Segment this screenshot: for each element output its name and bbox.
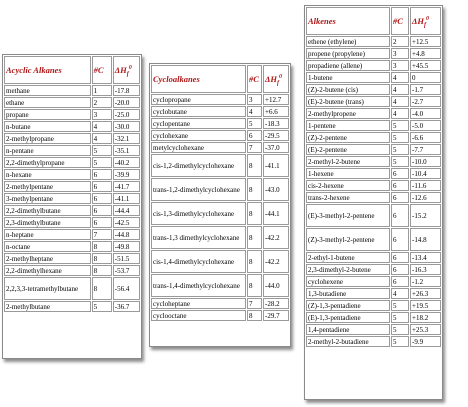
table-row bbox=[151, 106, 289, 117]
enthalpy-value-cell: -25.0 bbox=[113, 109, 140, 120]
carbon-count-header: #C bbox=[391, 7, 409, 35]
table-row bbox=[306, 132, 441, 143]
carbon-count-cell: 5 bbox=[391, 336, 409, 347]
compound-name-cell: (E)-3-methyl-2-pentene bbox=[306, 204, 390, 227]
table-row bbox=[151, 130, 289, 141]
compound-name-cell: 2-methyl-2-butene bbox=[306, 156, 390, 167]
compound-name-cell: metylcyclohexane bbox=[151, 142, 246, 153]
compound-name-cell: n-heptane bbox=[4, 229, 91, 240]
enthalpy-value-cell: -44.0 bbox=[263, 274, 289, 297]
table-row bbox=[151, 226, 289, 249]
carbon-count-cell: 8 bbox=[247, 310, 262, 321]
table-row bbox=[306, 324, 441, 335]
carbon-count-cell: 8 bbox=[247, 202, 262, 225]
table-row bbox=[306, 264, 441, 275]
carbon-count-cell: 6 bbox=[391, 168, 409, 179]
table-row bbox=[4, 253, 140, 264]
alkenes-panel bbox=[304, 5, 443, 400]
compound-name-cell: 2-methyl-2-butadiene bbox=[306, 336, 390, 347]
carbon-count-cell: 2 bbox=[92, 97, 112, 108]
carbon-count-cell: 5 bbox=[92, 145, 112, 156]
carbon-count-cell: 5 bbox=[391, 324, 409, 335]
table-row bbox=[151, 202, 289, 225]
carbon-count-cell: 5 bbox=[391, 144, 409, 155]
compound-name-cell: (E)-2-pentene bbox=[306, 144, 390, 155]
compound-name-cell: 2-methylbutane bbox=[4, 301, 91, 312]
table-header-row bbox=[4, 56, 140, 84]
enthalpy-value-cell: +26.3 bbox=[410, 288, 441, 299]
carbon-count-cell: 4 bbox=[247, 106, 262, 117]
compound-name-cell: ethane bbox=[4, 97, 91, 108]
enthalpy-value-cell: -18.3 bbox=[263, 118, 289, 129]
table-row bbox=[4, 121, 140, 132]
compound-name-cell: 2,3-dimethyl-2-butene bbox=[306, 264, 390, 275]
table-row bbox=[4, 241, 140, 252]
table-row bbox=[151, 154, 289, 177]
carbon-count-header: #C bbox=[92, 56, 112, 84]
carbon-count-cell: 6 bbox=[391, 180, 409, 191]
table-row bbox=[306, 144, 441, 155]
compound-name-cell: cyclooctane bbox=[151, 310, 246, 321]
table-row bbox=[306, 36, 441, 47]
carbon-count-cell: 7 bbox=[92, 229, 112, 240]
compound-name-cell: cyclopropane bbox=[151, 94, 246, 105]
table-row bbox=[4, 133, 140, 144]
carbon-count-cell: 6 bbox=[92, 193, 112, 204]
compound-name-cell: trans-1,2-dimethylcyclohexane bbox=[151, 178, 246, 201]
compound-name-cell: 2,2-dimethylpropane bbox=[4, 157, 91, 168]
enthalpy-value-cell: -14.8 bbox=[410, 228, 441, 251]
compound-name-cell: 2-methylpropene bbox=[306, 108, 390, 119]
carbon-count-cell: 8 bbox=[92, 253, 112, 264]
table-row bbox=[306, 276, 441, 287]
enthalpy-value-cell: -17.8 bbox=[113, 85, 140, 96]
enthalpy-value-cell: +12.7 bbox=[263, 94, 289, 105]
compound-name-cell: n-pentane bbox=[4, 145, 91, 156]
compound-name-cell: trans-1,4-dimethylcyclohexane bbox=[151, 274, 246, 297]
carbon-count-cell: 8 bbox=[247, 178, 262, 201]
enthalpy-value-cell: -44.8 bbox=[113, 229, 140, 240]
enthalpy-value-cell: -41.7 bbox=[113, 181, 140, 192]
enthalpy-value-cell: -9.9 bbox=[410, 336, 441, 347]
table-row bbox=[306, 192, 441, 203]
carbon-count-cell: 6 bbox=[92, 181, 112, 192]
enthalpy-value-cell: -32.1 bbox=[113, 133, 140, 144]
compound-name-cell: 1-pentene bbox=[306, 120, 390, 131]
carbon-count-cell: 8 bbox=[247, 274, 262, 297]
enthalpy-value-cell: -44.4 bbox=[113, 205, 140, 216]
compound-name-cell: 2,3-dimethylbutane bbox=[4, 217, 91, 228]
table-row bbox=[4, 181, 140, 192]
carbon-count-cell: 2 bbox=[391, 36, 409, 47]
carbon-count-cell: 4 bbox=[92, 133, 112, 144]
table-row bbox=[4, 217, 140, 228]
enthalpy-value-cell: -4.0 bbox=[410, 108, 441, 119]
enthalpy-value-cell: +12.5 bbox=[410, 36, 441, 47]
enthalpy-value-cell: -7.7 bbox=[410, 144, 441, 155]
acyclic-alkanes-table bbox=[3, 55, 141, 313]
table-row bbox=[306, 180, 441, 191]
table-row bbox=[306, 300, 441, 311]
carbon-count-cell: 3 bbox=[391, 60, 409, 71]
compound-name-cell: 2-methylheptane bbox=[4, 253, 91, 264]
enthalpy-value-cell: -41.1 bbox=[263, 154, 289, 177]
carbon-count-cell: 3 bbox=[391, 48, 409, 59]
carbon-count-header: #C bbox=[247, 65, 262, 93]
carbon-count-cell: 5 bbox=[391, 300, 409, 311]
enthalpy-value-cell: -29.5 bbox=[263, 130, 289, 141]
carbon-count-cell: 5 bbox=[391, 312, 409, 323]
enthalpy-value-cell: -28.2 bbox=[263, 298, 289, 309]
compound-name-cell: propane bbox=[4, 109, 91, 120]
alkenes-table bbox=[305, 6, 442, 348]
enthalpy-value-cell: -56.4 bbox=[113, 277, 140, 300]
cycloalkanes-table bbox=[150, 64, 290, 322]
table-row bbox=[4, 193, 140, 204]
compound-name-cell: n-octane bbox=[4, 241, 91, 252]
acyclic-alkanes-panel bbox=[2, 54, 142, 359]
enthalpy-value-cell: -10.0 bbox=[410, 156, 441, 167]
carbon-count-cell: 6 bbox=[247, 130, 262, 141]
table-row bbox=[306, 312, 441, 323]
compound-name-cell: 2-methylpentane bbox=[4, 181, 91, 192]
carbon-count-cell: 5 bbox=[92, 301, 112, 312]
enthalpy-value-cell: +45.5 bbox=[410, 60, 441, 71]
carbon-count-cell: 5 bbox=[391, 156, 409, 167]
table-row bbox=[306, 120, 441, 131]
enthalpy-value-cell: -35.1 bbox=[113, 145, 140, 156]
carbon-count-cell: 8 bbox=[92, 241, 112, 252]
table-row bbox=[151, 310, 289, 321]
compound-name-cell: 1,4-pentadiene bbox=[306, 324, 390, 335]
enthalpy-value-cell: +25.3 bbox=[410, 324, 441, 335]
carbon-count-cell: 3 bbox=[247, 94, 262, 105]
compound-name-cell: methane bbox=[4, 85, 91, 96]
table-row bbox=[4, 157, 140, 168]
table-row bbox=[151, 250, 289, 273]
enthalpy-value-cell: 0 bbox=[410, 72, 441, 83]
carbon-count-cell: 5 bbox=[391, 132, 409, 143]
carbon-count-cell: 6 bbox=[391, 264, 409, 275]
carbon-count-cell: 4 bbox=[391, 96, 409, 107]
enthalpy-value-cell: -41.1 bbox=[113, 193, 140, 204]
table-row bbox=[306, 84, 441, 95]
carbon-count-cell: 5 bbox=[391, 120, 409, 131]
compound-name-cell: cyclohexene bbox=[306, 276, 390, 287]
enthalpy-value-cell: -15.2 bbox=[410, 204, 441, 227]
enthalpy-value-cell: -1.2 bbox=[410, 276, 441, 287]
table-row bbox=[4, 265, 140, 276]
carbon-count-cell: 4 bbox=[391, 108, 409, 119]
carbon-count-cell: 4 bbox=[391, 72, 409, 83]
compound-name-cell: 1,3-butadiene bbox=[306, 288, 390, 299]
carbon-count-cell: 4 bbox=[391, 288, 409, 299]
table-row bbox=[306, 48, 441, 59]
enthalpy-value-cell: -36.7 bbox=[113, 301, 140, 312]
carbon-count-cell: 6 bbox=[391, 252, 409, 263]
carbon-count-cell: 6 bbox=[92, 217, 112, 228]
compound-name-cell: (Z)-3-methyl-2-pentene bbox=[306, 228, 390, 251]
table-row bbox=[151, 142, 289, 153]
compound-name-cell: (E)-2-butene (trans) bbox=[306, 96, 390, 107]
enthalpy-value-cell: +19.5 bbox=[410, 300, 441, 311]
compound-name-cell: cis-1,3-dimethylcyclohexane bbox=[151, 202, 246, 225]
carbon-count-cell: 5 bbox=[92, 157, 112, 168]
table-row bbox=[4, 229, 140, 240]
table-row bbox=[4, 205, 140, 216]
compound-name-cell: (Z)-1,3-pentadiene bbox=[306, 300, 390, 311]
enthalpy-value-cell: -1.7 bbox=[410, 84, 441, 95]
compound-name-cell: 1-butene bbox=[306, 72, 390, 83]
compound-name-cell: 2,2-dimethylhexane bbox=[4, 265, 91, 276]
compound-name-cell: propene (propylene) bbox=[306, 48, 390, 59]
table-row bbox=[151, 118, 289, 129]
compound-name-cell: cyclobutane bbox=[151, 106, 246, 117]
enthalpy-value-cell: -44.1 bbox=[263, 202, 289, 225]
table-row bbox=[306, 60, 441, 71]
table-row bbox=[4, 97, 140, 108]
carbon-count-cell: 8 bbox=[247, 226, 262, 249]
carbon-count-cell: 6 bbox=[92, 169, 112, 180]
enthalpy-value-cell: -20.0 bbox=[113, 97, 140, 108]
table-row bbox=[306, 336, 441, 347]
carbon-count-cell: 1 bbox=[92, 85, 112, 96]
table-header-row bbox=[151, 65, 289, 93]
table-row bbox=[151, 94, 289, 105]
table-row bbox=[306, 72, 441, 83]
compound-name-cell: cis-1,4-dimethylcyclohexane bbox=[151, 250, 246, 273]
table-row bbox=[151, 274, 289, 297]
enthalpy-value-cell: -49.8 bbox=[113, 241, 140, 252]
enthalpy-header: $\Delta H_f^0$ bbox=[263, 65, 289, 93]
carbon-count-cell: 3 bbox=[92, 109, 112, 120]
compound-name-cell: ethene (ethylene) bbox=[306, 36, 390, 47]
table-row bbox=[306, 204, 441, 227]
enthalpy-value-cell: -10.4 bbox=[410, 168, 441, 179]
carbon-count-cell: 8 bbox=[247, 250, 262, 273]
enthalpy-value-cell: -42.2 bbox=[263, 250, 289, 273]
carbon-count-cell: 7 bbox=[247, 298, 262, 309]
compound-name-cell: n-hexane bbox=[4, 169, 91, 180]
table-row bbox=[4, 85, 140, 96]
carbon-count-cell: 7 bbox=[247, 142, 262, 153]
compound-name-cell: 2-ethyl-1-butene bbox=[306, 252, 390, 263]
enthalpy-value-cell: -53.7 bbox=[113, 265, 140, 276]
enthalpy-header: $\Delta H_f^0$ bbox=[410, 7, 441, 35]
enthalpy-value-cell: -5.0 bbox=[410, 120, 441, 131]
enthalpy-value-cell: -40.2 bbox=[113, 157, 140, 168]
enthalpy-header: $\Delta H_f^0$ bbox=[113, 56, 140, 84]
table-row bbox=[306, 228, 441, 251]
table-row bbox=[151, 298, 289, 309]
compound-name-cell: cis-1,2-dimethylcyclohexane bbox=[151, 154, 246, 177]
table-row bbox=[306, 252, 441, 263]
compound-name-cell: 2,2-dimethylbutane bbox=[4, 205, 91, 216]
table-row bbox=[4, 109, 140, 120]
enthalpy-value-cell: -30.0 bbox=[113, 121, 140, 132]
compound-name-cell: 1-hexene bbox=[306, 168, 390, 179]
enthalpy-value-cell: -29.7 bbox=[263, 310, 289, 321]
cycloalkanes-panel bbox=[149, 63, 291, 347]
table-row bbox=[306, 96, 441, 107]
table-row bbox=[4, 301, 140, 312]
enthalpy-value-cell: -43.0 bbox=[263, 178, 289, 201]
carbon-count-cell: 6 bbox=[92, 205, 112, 216]
carbon-count-cell: 8 bbox=[247, 154, 262, 177]
carbon-count-cell: 8 bbox=[92, 265, 112, 276]
enthalpy-value-cell: +6.6 bbox=[263, 106, 289, 117]
carbon-count-cell: 4 bbox=[391, 84, 409, 95]
enthalpy-value-cell: -37.0 bbox=[263, 142, 289, 153]
compound-name-cell: cycloheptane bbox=[151, 298, 246, 309]
compound-name-cell: cis-2-hexene bbox=[306, 180, 390, 191]
enthalpy-value-cell: +18.2 bbox=[410, 312, 441, 323]
carbon-count-cell: 6 bbox=[391, 204, 409, 227]
carbon-count-cell: 4 bbox=[92, 121, 112, 132]
enthalpy-value-cell: -39.9 bbox=[113, 169, 140, 180]
compound-name-cell: 2,2,3,3-tetramethylbutane bbox=[4, 277, 91, 300]
table-row bbox=[306, 108, 441, 119]
table-row bbox=[306, 168, 441, 179]
compound-name-cell: trans-1,3 dimethylcyclohexane bbox=[151, 226, 246, 249]
enthalpy-value-cell: -16.3 bbox=[410, 264, 441, 275]
table-row bbox=[4, 277, 140, 300]
enthalpy-value-cell: -13.4 bbox=[410, 252, 441, 263]
carbon-count-cell: 5 bbox=[247, 118, 262, 129]
compound-name-cell: 3-methylpentane bbox=[4, 193, 91, 204]
carbon-count-cell: 6 bbox=[391, 276, 409, 287]
compound-name-cell: trans-2-hexene bbox=[306, 192, 390, 203]
table-header-row bbox=[306, 7, 441, 35]
enthalpy-value-cell: -42.2 bbox=[263, 226, 289, 249]
enthalpy-value-cell: -6.6 bbox=[410, 132, 441, 143]
compound-name-cell: (Z)-2-butene (cis) bbox=[306, 84, 390, 95]
table-row bbox=[151, 178, 289, 201]
compound-name-cell: (Z)-2-pentene bbox=[306, 132, 390, 143]
table-title: Acyclic Alkanes bbox=[4, 56, 91, 84]
compound-name-cell: cyclopentane bbox=[151, 118, 246, 129]
table-row bbox=[306, 288, 441, 299]
enthalpy-value-cell: -2.7 bbox=[410, 96, 441, 107]
table-title: Cycloalkanes bbox=[151, 65, 246, 93]
carbon-count-cell: 8 bbox=[92, 277, 112, 300]
table-row bbox=[4, 145, 140, 156]
enthalpy-value-cell: -51.5 bbox=[113, 253, 140, 264]
enthalpy-value-cell: -11.6 bbox=[410, 180, 441, 191]
table-row bbox=[306, 156, 441, 167]
carbon-count-cell: 6 bbox=[391, 192, 409, 203]
compound-name-cell: n-butane bbox=[4, 121, 91, 132]
enthalpy-value-cell: -12.6 bbox=[410, 192, 441, 203]
table-row bbox=[4, 169, 140, 180]
compound-name-cell: cyclohexane bbox=[151, 130, 246, 141]
enthalpy-value-cell: -42.5 bbox=[113, 217, 140, 228]
carbon-count-cell: 6 bbox=[391, 228, 409, 251]
compound-name-cell: (E)-1,3-pentadiene bbox=[306, 312, 390, 323]
compound-name-cell: propadiene (allene) bbox=[306, 60, 390, 71]
compound-name-cell: 2-methylpropane bbox=[4, 133, 91, 144]
enthalpy-value-cell: +4.8 bbox=[410, 48, 441, 59]
table-title: Alkenes bbox=[306, 7, 390, 35]
